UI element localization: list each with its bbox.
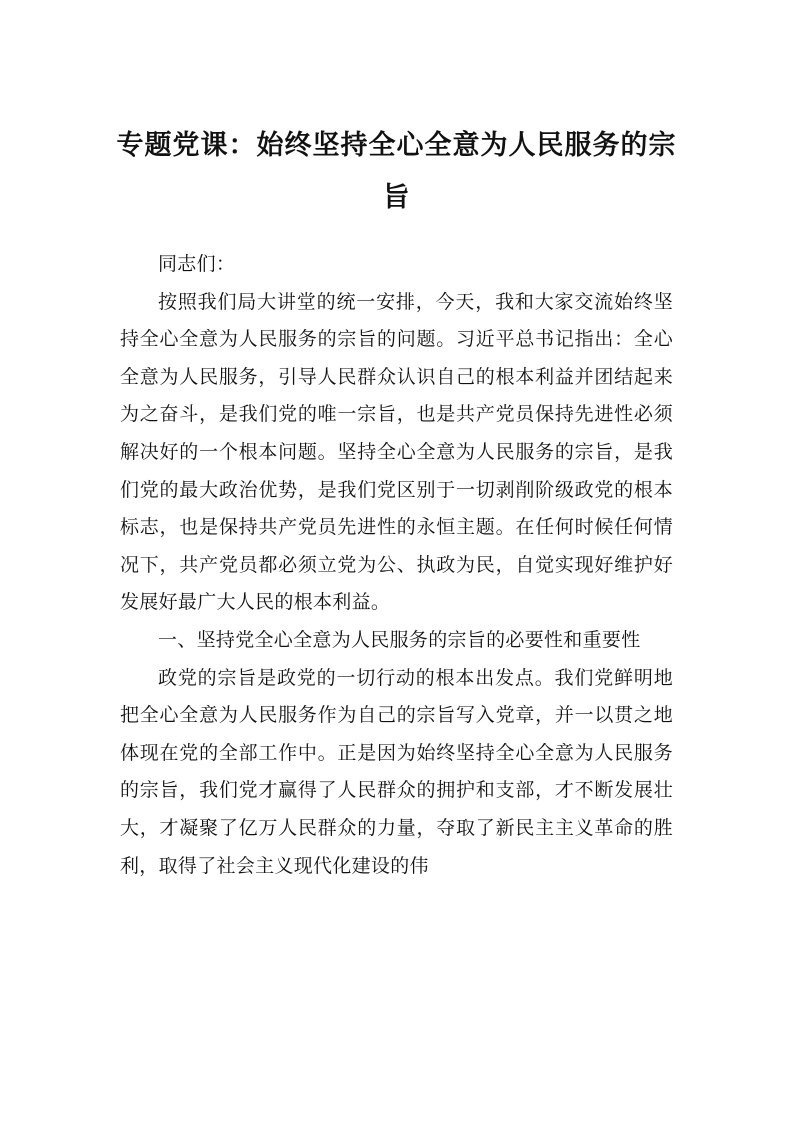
intro-paragraph: 按照我们局大讲堂的统一安排，今天，我和大家交流始终坚持全心全意为人民服务的宗旨的问题。习近平总书记指出：全心全意为人民服务，引导人民群众认识自己的根本利益并团结起来为之奋斗，是我们党的唯一宗旨，也是共产党员保持先进性必须解决好的一个根本问题。坚持全心全意为人民服务的宗旨，是我们党的最大政治优势，是我们党区别于一切剥削阶级政党的根本标志，也是保持共产党员先进性的永恒主题。在任何时候任何情况下，共产党员都必须立党为公、执政为民，自觉实现好维护好发展好最广大人民的根本利益。 (120, 290, 673, 614)
body-paragraph: 政党的宗旨是政党的一切行动的根本出发点。我们党鲜明地把全心全意为人民服务作为自己的宗旨写入党章，并一以贯之地体现在党的全部工作中。正是因为始终坚持全心全意为人民服务的宗旨，我们党才赢得了人民群众的拥护和支部，才不断发展壮大，才凝聚了亿万人民群众的力量，夺取了新民主主义革命的胜利，取得了社会主义现代化建设的伟 (120, 666, 673, 877)
document-body (120, 246, 673, 885)
salutation-paragraph: 同志们： (158, 253, 236, 275)
document-title: 专题党课：始终坚持全心全意为人民服务的宗旨 (116, 130, 677, 213)
section-heading-paragraph: 一、坚持党全心全意为人民服务的宗旨的必要性和重要性 (158, 628, 641, 651)
